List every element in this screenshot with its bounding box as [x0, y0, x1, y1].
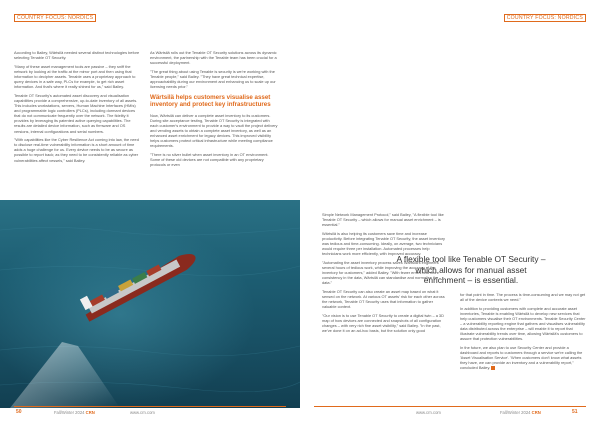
footer-rule — [314, 406, 586, 407]
article-column-2 — [150, 50, 278, 171]
footer-brand: CRN — [85, 410, 95, 415]
section-subheading: Wärtsilä helps customers visualise asset inventory and protect key infrastructures — [150, 94, 271, 109]
section-tag: COUNTRY FOCUS: NORDICS — [14, 14, 96, 22]
footer-url[interactable]: www.crn.com — [416, 410, 441, 415]
paragraph: "With capabilities like the Cyber Resilience Act coming into law, the need to disclose real-time vulnerability information is a short amount of time adds a huge challenge for us. Every device needs to be as secure as possible to report back; as they need to be consistently reliable as cyber vulnerabilities affect vessels," said Bailey. — [14, 137, 139, 163]
footer-issue — [54, 410, 95, 415]
paragraph: Tenable OT Security can also create an asset map based on what it sensed on the network. At various OT assets' risk for each other across the network, Tenable OT Security uses that information to gather valuable context. — [322, 289, 445, 310]
footer-issue-text: Fall/Winter 2024 — [500, 410, 531, 415]
paragraph-text: In the future, we also plan to use Security Center and provide a dashboard and reports to customers through a service we're calling the 'Asset Visualisation Service'. 'When customers don't know what assets they have, we can provide an inventory and a vulnerability report," concluded Bailey. — [460, 345, 583, 371]
paragraph: "Our vision is to use Tenable OT Security to create a digital twin – a 3D map of how devices are connected and snapshots of all configuration changes – with very rich fine asset visibility," said Bailey. "In the past, we've done it on an ad-hoc basis, but the solution only good — [322, 312, 444, 334]
page-number: 51 — [572, 409, 578, 415]
footer-url[interactable]: www.crn.com — [130, 410, 155, 415]
paragraph: Simple Network Management Protocol," said Bailey, "A flexible tool like Tenable OT Security – which allows for manual asset enrichment – is essential." — [322, 212, 444, 228]
paragraph: Now, Wärtsilä can deliver a complete asset inventory to its customers. During site acceptance testing, Tenable OT Security is integrated with each customer's environment to provide a way to vault the project delivery and vending assets to obtain a complete asset inventory, as well as an enhanced asset enrichment for legacy devices. This improved visibility helps customers protect critical infrastructure while meeting compliance requirements. — [150, 112, 278, 149]
cargo-ship-photo — [0, 200, 300, 408]
paragraph: "Many of these asset management tools are passive – they sniff the network by looking at the traffic at the mirror port and then using that information to decipher assets. Tenable uses a proprietary approach to query devices in a safe way, PLCs for example, to get rich asset information. And that's where it really shined for us," said Bailey. — [14, 63, 136, 90]
paragraph: As Wärtsilä rolls out the Tenable OT Security solutions across its dynamic environment, the partnership with the Tenable team has been crucial for a successful deployment. — [150, 50, 277, 66]
paragraph: Tenable OT Security's automated asset discovery and visualisation capabilities provide a comprehensive, up-to-date inventory of all assets. This includes workstations, servers, Human Machine Interfaces (HMIs) and programmable logic controllers (PLCs), including dormant devices that do not communicate frequently over the network. The fidelity it provides by leveraging its patented active querying capabilities. The results are detailed device information, such as firmware and OS versions, internal configurations and serial numbers. — [14, 92, 138, 134]
pull-quote: A flexible tool like Tenable OT Security – which allows for manual asset enrichment – is essential. — [396, 254, 546, 286]
paragraph: "Automating the asset inventory process saves Wärtsilä's engineers several hours of tedious work, while improving the accuracy of the inventory for customers," added Bailey. "With fewer errors and more consistency in the data, Wärtsilä can standardise and normalise the data." — [322, 259, 439, 286]
paragraph: "The great thing about using Tenable is security is we're working with the Tenable people," said Bailey. "They have great technical expertise, approachability during our environment and enhancing us to scale up our licensing needs prior." — [150, 68, 276, 90]
right-page — [300, 0, 600, 424]
footer-brand: CRN — [531, 410, 541, 415]
page-number: 50 — [16, 409, 22, 415]
footer-issue-text: Fall/Winter 2024 — [54, 410, 85, 415]
paragraph: According to Bailey, Wärtsilä needed several distinct technologies before selecting Tenable OT Security. — [14, 50, 140, 61]
paragraph: In addition to providing customers with complete and accurate asset inventories, Tenable is enabling Wärtsilä to develop new services that help customers visualise their OT environments. Tenable Security Center – a vulnerability reporting engine that gathers and visualises vulnerability data distributed across the enterprise – will enable it to report that illustrate vulnerability trends over time, allowing Wärtsilä's customers to assure that protection vulnerabilities. — [460, 305, 586, 342]
paragraph: "There is no silver bullet when asset inventory in an OT environment. Some of these old devices are not compatible with any proprietary protocols or even — [150, 151, 269, 168]
paragraph: for that point in time. The process is time-consuming and we may not get all of the device contexts we need." — [460, 292, 586, 303]
article-column-2 — [460, 292, 586, 374]
ship-illustration — [0, 200, 300, 408]
paragraph — [460, 345, 586, 370]
paragraph: Wärtsilä is also helping its customers save time and increase productivity. Before integrating Tenable OT Security, the asset inventory was tedious and time-consuming. Ideally, on average, two technicians would require three per installation. Automated processes help technicians work more efficiently, with improved accuracy. — [322, 230, 445, 257]
footer-issue — [500, 410, 541, 415]
footer-rule — [14, 406, 286, 407]
article-column-1 — [14, 50, 140, 166]
section-tag: COUNTRY FOCUS: NORDICS — [504, 14, 586, 22]
end-of-article-icon — [491, 366, 495, 370]
